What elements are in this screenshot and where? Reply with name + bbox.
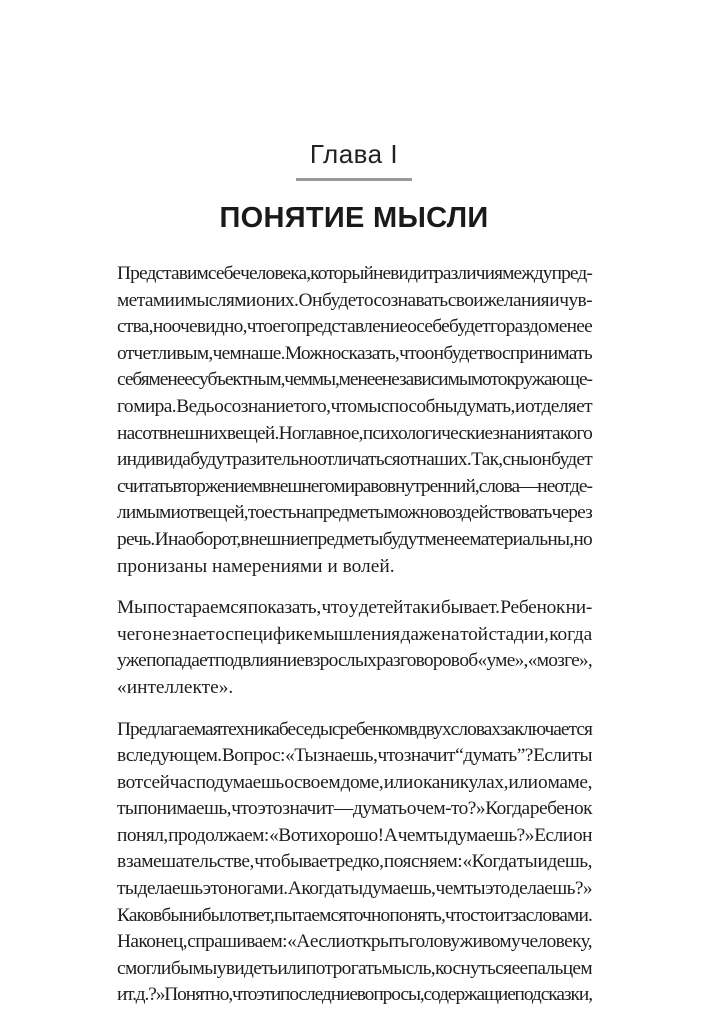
text-line: Мы постараемся показать, что у детей так и бывает. Ребенок ни-	[117, 597, 592, 619]
text-line: ты понимаешь, что это значит — думать о чем-то?» Когда ребенок	[117, 798, 592, 820]
text-line: метами и мыслями о них. Он будет осознавать свои желания и чув-	[117, 289, 592, 311]
text-line: Представим себе человека, который не видит различия между пред-	[117, 263, 592, 284]
text-line: пронизаны намерениями и волей.	[117, 555, 395, 577]
text-line: вот сейчас подумаешь о своем доме, или о каникулах, или о маме,	[117, 771, 592, 793]
paragraph-1	[117, 261, 592, 580]
chapter-title: ПОНЯТИЕ МЫСЛИ	[219, 202, 489, 234]
text-line: лимыми от вещей, то есть на предметы можно воздействовать через	[117, 502, 592, 524]
text-line: отчетливым, чем наше. Можно сказать, что он будет воспринимать	[117, 342, 592, 364]
text-line: понял, продолжаем: «Вот и хорошо! А чем ты думаешь?» Если он	[117, 824, 592, 846]
chapter-underline	[296, 178, 412, 181]
text-line: Наконец, спрашиваем: «А если открыть голову живому человеку,	[117, 931, 592, 953]
text-line: в замешательстве, что бывает редко, поясняем: «Когда ты идешь,	[117, 851, 592, 873]
text-line: и т. д.?» Понятно, что эти последние вопросы, содержащие подсказки,	[117, 984, 592, 1006]
text-line: речь. И наоборот, внешние предметы будут менее материальны, но	[117, 528, 592, 550]
paragraph-2	[117, 595, 592, 701]
text-line: Каков бы ни был ответ, пытаемся точно понять, что стоит за словами.	[117, 904, 592, 926]
paragraph-3	[117, 717, 592, 1010]
text-line: ты делаешь это ногами. А когда ты думаешь, чем ты это делаешь?»	[117, 878, 592, 900]
text-line: смогли бы мы увидеть или потрогать мысль, коснуться ее пальцем	[117, 957, 592, 979]
text-line: «интеллекте».	[117, 676, 234, 698]
text-line: уже попадает под влияние взрослых разговоров об «уме», «мозге»,	[117, 650, 592, 672]
text-line: нас от внешних вещей. Но главное, психологические знания такого	[117, 422, 592, 444]
text-line: в следующем. Вопрос: «Ты знаешь, что значит “думать”? Если ты	[117, 745, 592, 767]
text-line: себя менее субъектным, чем мы, менее независимым от окружающе-	[117, 369, 592, 391]
text-line: ства, но очевидно, что его представление о себе будет гораздо менее	[117, 316, 592, 338]
text-line: чего не знает о специфике мышления даже на той стадии, когда	[117, 623, 592, 645]
text-line: индивида будут разительно отличаться от наших. Так, сны он будет	[117, 449, 592, 471]
chapter-body	[117, 261, 592, 1024]
chapter-label: Глава I	[309, 139, 399, 169]
text-line: го мира. Ведь осознание того, что мы способны думать, и отделяет	[117, 395, 592, 417]
text-line: Предлагаемая техника беседы с ребенком в двух словах заключается	[117, 718, 592, 740]
text-line: считать вторжением внешнего мира во внутренний, слова — неотде-	[117, 475, 592, 497]
